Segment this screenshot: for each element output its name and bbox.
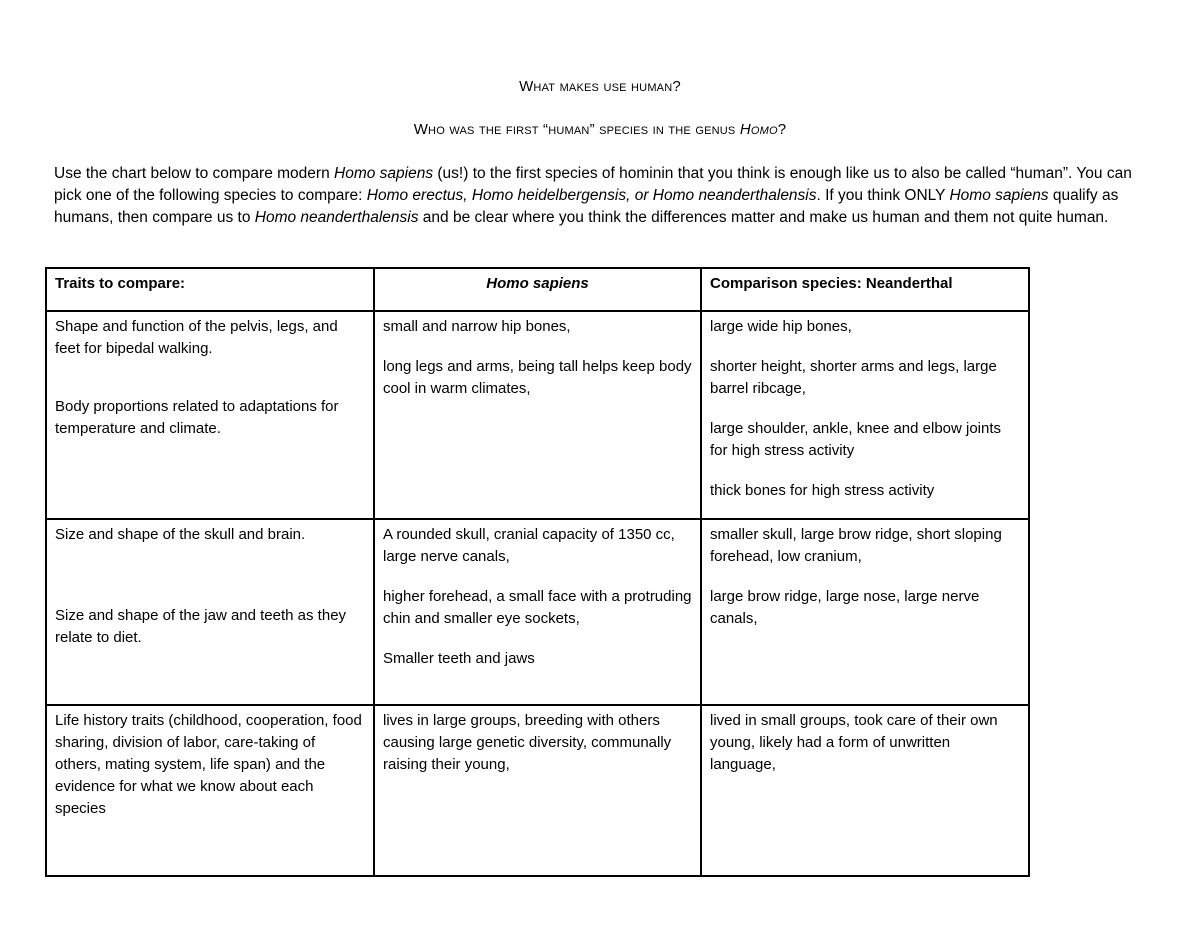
intro-s7: qualify as humans, then compare us to [54, 187, 1119, 226]
header-comparison: Comparison species: Neanderthal [701, 268, 1029, 311]
intro-s1: Use the chart below to compare modern [54, 165, 334, 182]
cell-text: smaller skull, large brow ridge, short sloping forehead, low cranium, [710, 526, 1002, 565]
cell-text: long legs and arms, being tall helps keep body cool in warm climates, [383, 358, 692, 397]
cell-text: Life history traits (childhood, cooperation, food sharing, division of labor, care-taking of others, mating system, life span) and the evidence for what we know about each species [55, 712, 362, 817]
cell-text: higher forehead, a small face with a protruding chin and smaller eye sockets, [383, 588, 692, 627]
intro-s8: Homo neanderthalensis [254, 209, 419, 226]
cell-sapiens [374, 311, 701, 519]
document-title [0, 78, 1200, 95]
cell-text: Shape and function of the pelvis, legs, and feet for bipedal walking. [55, 318, 338, 357]
table-row [46, 311, 1029, 519]
intro-s9: and be clear where you think the differences matter and make us human and them not quite human. [418, 209, 1109, 226]
cell-traits [46, 705, 374, 876]
intro-s2: Homo sapiens [334, 165, 434, 182]
cell-comparison [701, 519, 1029, 705]
cell-text: thick bones for high stress activity [710, 482, 935, 499]
cell-text: shorter height, shorter arms and legs, large barrel ribcage, [710, 358, 997, 397]
table-header-row [46, 268, 1029, 311]
instructions-paragraph [54, 163, 1134, 229]
cell-traits [46, 311, 374, 519]
document-subtitle [0, 121, 1200, 138]
comparison-table [45, 267, 1030, 877]
title-line-1: What makes use human? [519, 78, 681, 95]
cell-text: lived in small groups, took care of their own young, likely had a form of unwritten language, [710, 712, 998, 773]
subtitle-part-a: Who was the first “human” species in the genus [413, 121, 740, 138]
cell-sapiens [374, 705, 701, 876]
cell-text: small and narrow hip bones, [383, 318, 571, 335]
table-row [46, 519, 1029, 705]
cell-text: large wide hip bones, [710, 318, 852, 335]
cell-sapiens [374, 519, 701, 705]
cell-text: lives in large groups, breeding with others causing large genetic diversity, communally raising their young, [383, 712, 672, 773]
cell-comparison [701, 705, 1029, 876]
cell-text: Body proportions related to adaptations for temperature and climate. [55, 398, 339, 437]
subtitle-genus: Homo [739, 121, 778, 138]
cell-text: Size and shape of the jaw and teeth as they relate to diet. [55, 607, 347, 646]
header-traits: Traits to compare: [46, 268, 374, 311]
intro-s5: . If you think ONLY [816, 187, 950, 204]
cell-comparison [701, 311, 1029, 519]
header-sapiens-label: Homo sapiens [486, 275, 589, 292]
cell-text: large shoulder, ankle, knee and elbow joints for high stress activity [710, 420, 1002, 459]
subtitle-part-c: ? [777, 121, 787, 138]
header-sapiens [374, 268, 701, 311]
cell-text: Smaller teeth and jaws [383, 650, 535, 667]
table-row [46, 705, 1029, 876]
intro-s6: Homo sapiens [949, 187, 1049, 204]
cell-text: large brow ridge, large nose, large nerve canals, [710, 588, 980, 627]
cell-text: Size and shape of the skull and brain. [55, 526, 306, 543]
cell-traits [46, 519, 374, 705]
intro-s4: Homo erectus, Homo heidelbergensis, or Homo neanderthalensis [366, 187, 817, 204]
intro-s3: (us!) to the first species of hominin that you think is enough like us to also be called “human”. You can pick one of the following species to compare: [54, 165, 1132, 204]
cell-text: A rounded skull, cranial capacity of 1350 cc, large nerve canals, [383, 526, 675, 565]
